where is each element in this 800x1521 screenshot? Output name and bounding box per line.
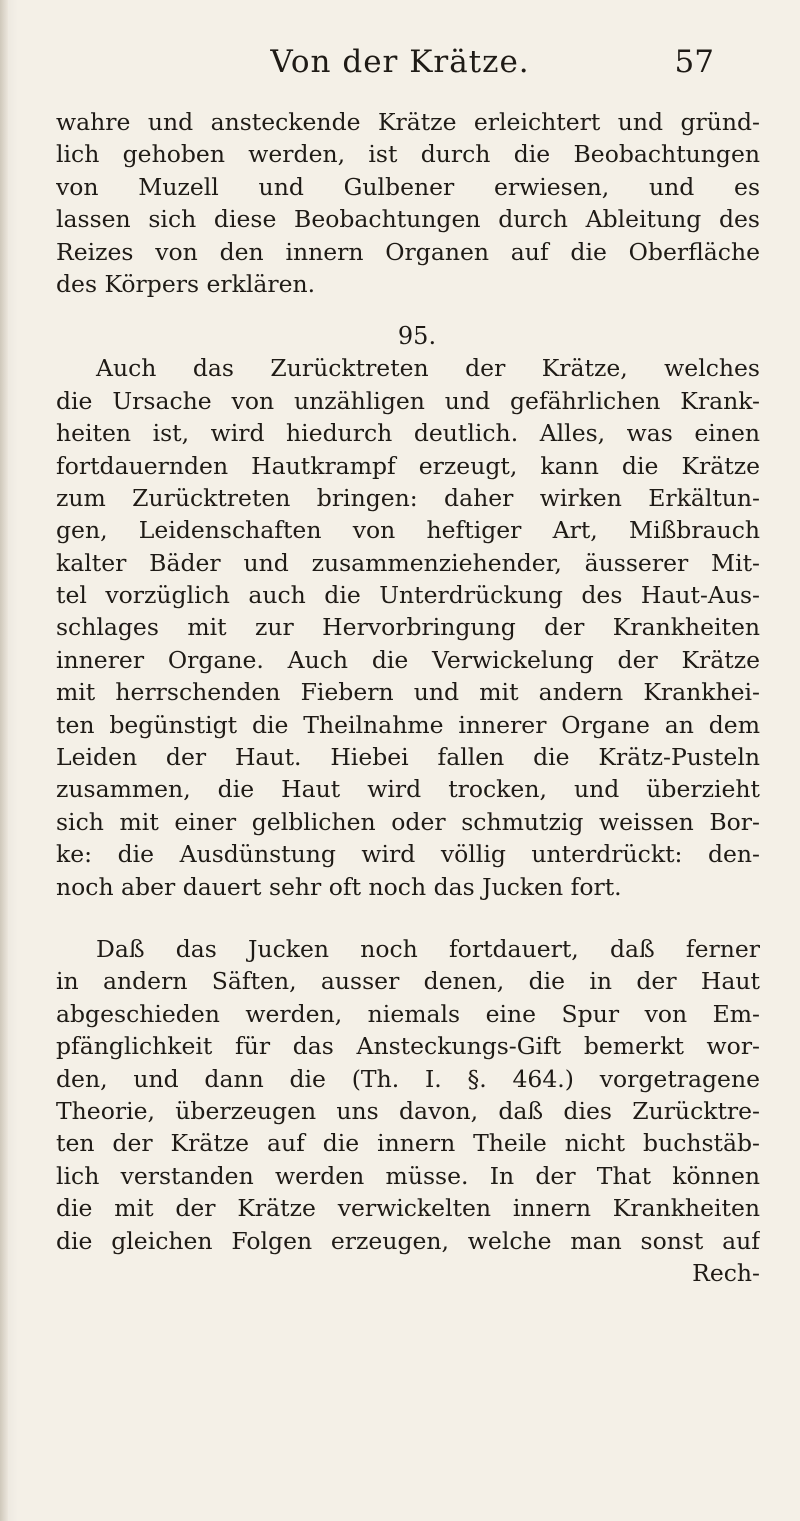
text-line: noch aber dauert sehr oft noch das Jucken fort. (56, 872, 622, 901)
text-line: lich verstanden werden müsse. In der That können (56, 1161, 760, 1190)
text-line: lassen sich diese Beobachtungen durch Ableitung des (56, 205, 760, 234)
text-line: lich gehoben werden, ist durch die Beobachtungen (56, 140, 760, 169)
text-line: des Körpers erklären. (56, 269, 316, 298)
section-number: 95. (397, 322, 437, 351)
text-line: pfänglichkeit für das Ansteckungs-Gift bemerkt wor- (56, 1032, 760, 1061)
paragraph-continuation (56, 106, 760, 300)
text-line: in andern Säften, ausser denen, die in der Haut (56, 967, 760, 996)
text-line: zusammen, die Haut wird trocken, und überzieht (56, 775, 760, 804)
text-line: wahre und ansteckende Krätze erleichtert und gründ- (56, 108, 760, 136)
text-line: Theorie, überzeugen uns davon, daß dies Zurücktre- (56, 1096, 760, 1125)
text-line: Daß das Jucken noch fortdauert, daß ferner (96, 934, 760, 963)
text-line: Auch das Zurücktreten der Krätze, welches (96, 354, 760, 383)
page-number: 57 (674, 44, 714, 80)
text-line: den, und dann die (Th. I. §. 464.) vorgetragene (56, 1064, 760, 1093)
text-line: von Muzell und Gulbener erwiesen, und es (56, 172, 760, 201)
text-line: abgeschieden werden, niemals eine Spur von Em- (56, 999, 760, 1028)
text-line: innerer Organe. Auch die Verwickelung der Krätze (56, 645, 760, 674)
text-line: ten begünstigt die Theilnahme innerer Organe an dem (56, 710, 760, 739)
page-header (0, 44, 800, 84)
text-line: ke: die Ausdünstung wird völlig unterdrückt: den- (56, 840, 760, 869)
paragraph (56, 352, 760, 903)
running-head: Von der Krätze. (270, 44, 530, 80)
text-line: ten der Krätze auf die innern Theile nicht buchstäb- (56, 1129, 760, 1158)
text-line: schlages mit zur Hervorbringung der Krankheiten (56, 613, 760, 642)
paragraph (56, 933, 760, 1289)
text-line: mit herrschenden Fiebern und mit andern Krankhei- (56, 678, 760, 707)
body-text (56, 106, 760, 1289)
paragraph-gap (56, 903, 760, 933)
text-line: sich mit einer gelblichen oder schmutzig weissen Bor- (56, 807, 760, 836)
text-line: die mit der Krätze verwickelten innern Krankheiten (56, 1194, 760, 1223)
text-line: zum Zurücktreten bringen: daher wirken Erkältun- (56, 483, 760, 512)
text-line: heiten ist, wird hiedurch deutlich. Alles, was einen (56, 419, 760, 448)
text-line: die gleichen Folgen erzeugen, welche man sonst auf (56, 1226, 760, 1255)
text-line: Leiden der Haut. Hiebei fallen die Krätz-Pusteln (56, 743, 760, 772)
text-line: tel vorzüglich auch die Unterdrückung des Haut-Aus- (56, 581, 760, 610)
text-line: die Ursache von unzähligen und gefährlichen Krank- (56, 386, 760, 415)
text-line: gen, Leidenschaften von heftiger Art, Mißbrauch (56, 516, 760, 545)
text-line: fortdauernden Hautkrampf erzeugt, kann die Krätze (56, 451, 760, 480)
catchword: Rech- (692, 1258, 760, 1287)
text-line: kalter Bäder und zusammenziehender, äusserer Mit- (56, 548, 760, 577)
text-line: Reizes von den innern Organen auf die Oberfläche (56, 237, 760, 266)
page-binding-edge (0, 0, 8, 1521)
